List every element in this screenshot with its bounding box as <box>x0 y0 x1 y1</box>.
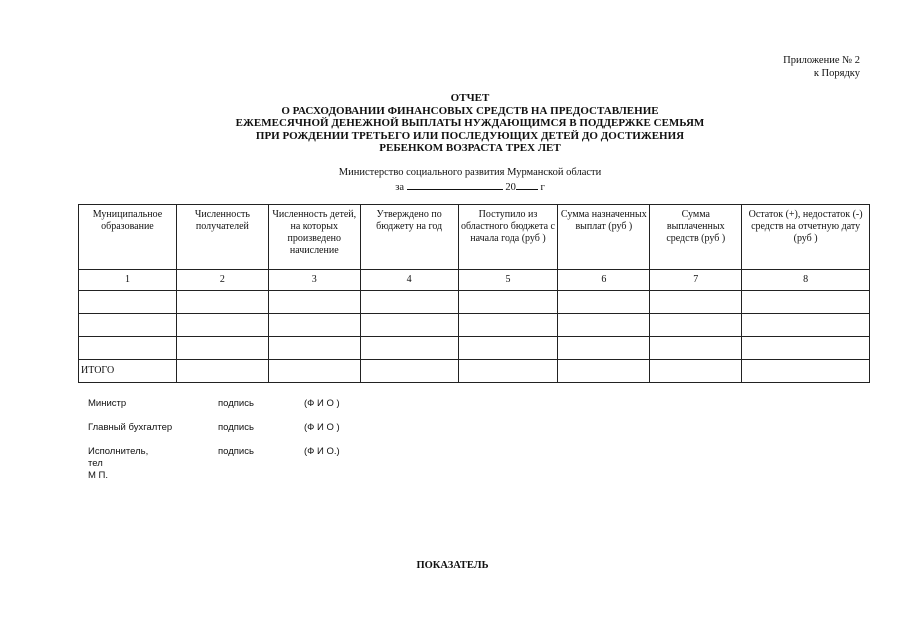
report-table <box>78 204 870 383</box>
table-cell[interactable] <box>742 314 870 337</box>
ministry-block <box>320 166 620 194</box>
signature-field[interactable]: подпись <box>218 446 254 457</box>
table-cell[interactable] <box>458 337 558 360</box>
signatory-role-block <box>88 446 148 482</box>
ministry-name: Министерство социального развития Мурманской области <box>338 167 602 178</box>
table-cell[interactable] <box>360 291 458 314</box>
name-field[interactable]: (Ф И О ) <box>304 398 340 409</box>
table-cell[interactable] <box>458 314 558 337</box>
table-row <box>79 291 870 314</box>
total-cell[interactable] <box>458 360 558 383</box>
name-field[interactable]: (Ф И О ) <box>304 422 340 433</box>
period-blank-field[interactable] <box>407 179 503 190</box>
column-number: 6 <box>558 270 650 291</box>
period-year-blank[interactable] <box>516 179 538 190</box>
table-cell[interactable] <box>176 337 268 360</box>
signature-row-minister <box>88 398 388 422</box>
table-cell[interactable] <box>458 291 558 314</box>
table-cell[interactable] <box>79 291 177 314</box>
signatory-role: Министр <box>88 398 127 409</box>
total-row <box>79 360 870 383</box>
column-number-row <box>79 270 870 291</box>
title-line-1: ОТЧЕТ <box>450 92 490 104</box>
column-header: Численность получателей <box>176 205 268 270</box>
phone-label: тел <box>88 458 103 469</box>
column-header: Сумма выплаченных средств (руб ) <box>650 205 742 270</box>
signature-field[interactable]: подпись <box>218 422 254 433</box>
title-line-3: ЕЖЕМЕСЯЧНОЙ ДЕНЕЖНОЙ ВЫПЛАТЫ НУЖДАЮЩИМСЯ В ПОДДЕРЖКЕ СЕМЬЯМ <box>235 117 705 130</box>
column-number: 1 <box>79 270 177 291</box>
table-cell[interactable] <box>650 291 742 314</box>
table-row <box>79 314 870 337</box>
table-cell[interactable] <box>79 314 177 337</box>
column-header: Остаток (+), недостаток (-) средств на отчетную дату (руб ) <box>742 205 870 270</box>
table-cell[interactable] <box>176 291 268 314</box>
table-cell[interactable] <box>650 314 742 337</box>
table-header-row <box>79 205 870 270</box>
signature-row-chief-accountant <box>88 422 388 446</box>
table-cell[interactable] <box>742 337 870 360</box>
table-row <box>79 337 870 360</box>
signatory-role: Исполнитель, <box>88 446 149 457</box>
period-suffix: г <box>540 182 545 193</box>
table-cell[interactable] <box>650 337 742 360</box>
table-cell[interactable] <box>558 337 650 360</box>
table-cell[interactable] <box>558 291 650 314</box>
column-number: 2 <box>176 270 268 291</box>
report-period <box>320 179 620 194</box>
total-cell[interactable] <box>176 360 268 383</box>
column-header: Муниципальное образование <box>79 205 177 270</box>
table-cell[interactable] <box>360 337 458 360</box>
column-number: 5 <box>458 270 558 291</box>
table-cell[interactable] <box>268 314 360 337</box>
total-label: ИТОГО <box>79 360 177 383</box>
section-heading: ПОКАЗАТЕЛЬ <box>416 560 489 571</box>
signature-block <box>88 398 388 486</box>
appendix-number: Приложение № 2 <box>783 55 860 66</box>
column-header: Поступило из областного бюджета с начала года (руб ) <box>458 205 558 270</box>
signature-field[interactable]: подпись <box>218 398 254 409</box>
table-cell[interactable] <box>268 291 360 314</box>
total-cell[interactable] <box>558 360 650 383</box>
table-cell[interactable] <box>742 291 870 314</box>
column-number: 4 <box>360 270 458 291</box>
column-header: Сумма назначенных выплат (руб ) <box>558 205 650 270</box>
table-cell[interactable] <box>268 337 360 360</box>
table-cell[interactable] <box>79 337 177 360</box>
total-cell[interactable] <box>650 360 742 383</box>
signatory-role: Главный бухгалтер <box>88 422 173 433</box>
title-line-4: ПРИ РОЖДЕНИИ ТРЕТЬЕГО ИЛИ ПОСЛЕДУЮЩИХ ДЕТЕЙ ДО ДОСТИЖЕНИЯ <box>255 129 685 142</box>
appendix-order-ref: к Порядку <box>813 68 860 79</box>
column-header: Численность детей, на которых произведено начисление <box>268 205 360 270</box>
total-cell[interactable] <box>742 360 870 383</box>
signature-row-executor <box>88 446 388 486</box>
column-number: 7 <box>650 270 742 291</box>
title-line-5: РЕБЕНКОМ ВОЗРАСТА ТРЕХ ЛЕТ <box>379 142 561 155</box>
name-field[interactable]: (Ф И О.) <box>304 446 340 457</box>
total-cell[interactable] <box>360 360 458 383</box>
column-header: Утверждено по бюджету на год <box>360 205 458 270</box>
table-cell[interactable] <box>360 314 458 337</box>
period-prefix: за <box>395 182 405 193</box>
appendix-reference <box>783 54 860 80</box>
column-number: 3 <box>268 270 360 291</box>
total-cell[interactable] <box>268 360 360 383</box>
column-number: 8 <box>742 270 870 291</box>
report-title <box>220 92 720 155</box>
title-line-2: О РАСХОДОВАНИИ ФИНАНСОВЫХ СРЕДСТВ НА ПРЕДОСТАВЛЕНИЕ <box>281 104 659 117</box>
table-cell[interactable] <box>558 314 650 337</box>
table-cell[interactable] <box>176 314 268 337</box>
period-year: 20 <box>505 182 516 193</box>
seal-label: М П. <box>88 470 109 481</box>
